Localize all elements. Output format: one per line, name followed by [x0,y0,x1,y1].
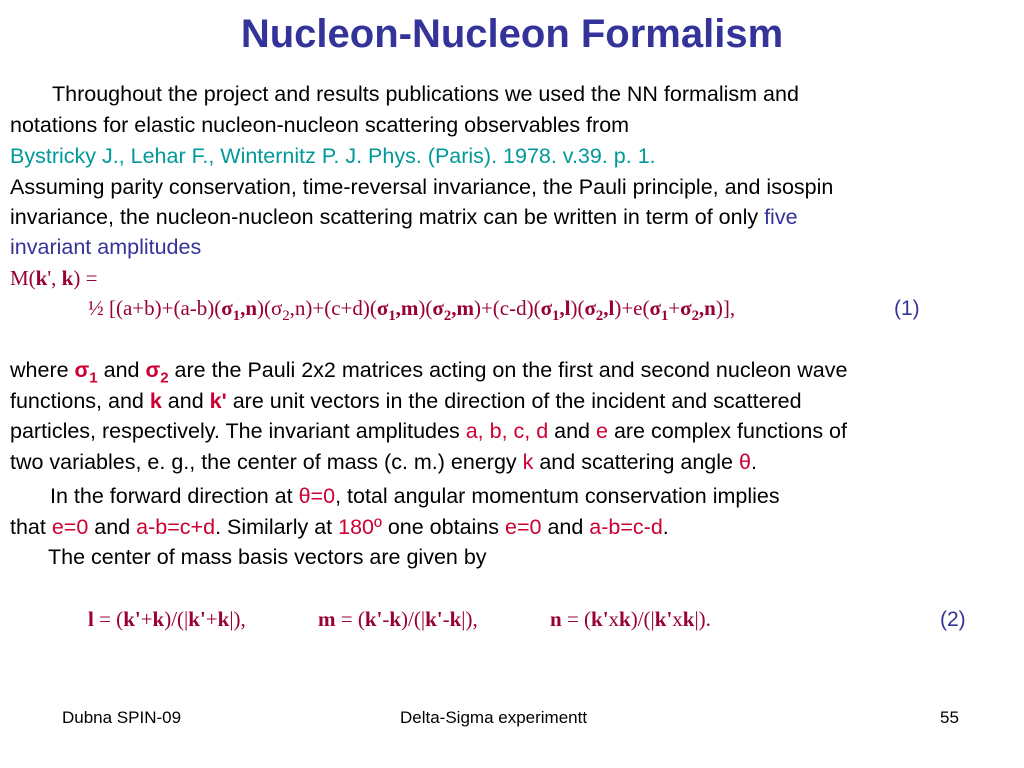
invariant-amplitudes-text: invariant amplitudes [10,235,202,259]
slide-title: Nucleon-Nucleon Formalism [240,12,784,56]
forward-line-1: In the forward direction at θ=0, total angular momentum conservation implies [50,484,780,508]
n-vector-definition: n = (k'xk)/(|k'xk|). [550,607,711,631]
k-prime-vector: k' [209,389,227,413]
sigma1-symbol: $\sigma_1$ [74,358,98,387]
m-vector-definition: m = (k'-k)/(|k'-k|), [318,607,478,631]
forward-line-2: that e=0 and a-b=c+d. Similarly at 180º one obtains e=0 and a-b=c-d. [10,515,669,539]
theta-zero: θ=0 [298,484,336,508]
pauli-line-4: two variables, e. g., the center of mass (c. m.) energy k and scattering angle θ. [10,450,757,474]
amplitude-e: e [596,419,608,443]
five-highlight: five [764,205,798,229]
energy-k: k [522,450,534,474]
k-vector: k [149,389,162,413]
pauli-line-1: where $\sigma_1$ and $\sigma_2$ are the Pauli 2x2 matrices acting on the first and second nucleon wave [10,358,848,387]
l-vector-definition: l = (k'+k)/(|k'+k|), [88,607,246,631]
pauli-line-2: functions, and k and k' are unit vectors in the direction of the incident and scattered [10,389,802,413]
basis-vectors-intro: The center of mass basis vectors are given by [48,545,487,569]
footer-title: Delta-Sigma experimentt [400,708,588,727]
equation-1-lhs: M(k', k) = [10,266,98,290]
angle-theta: θ [738,450,751,474]
amplitudes-abcd: a, b, c, d [465,419,549,443]
page-number: 55 [940,708,959,727]
equation-2-number: (2) [940,608,966,631]
intro-line-2: notations for elastic nucleon-nucleon scattering observables from [10,113,630,137]
equation-1-number: (1) [894,297,920,320]
intro-line-1: Throughout the project and results publications we used the NN formalism and [52,82,799,106]
reference-citation: Bystricky J., Lehar F., Winternitz P. J. Phys. (Paris). 1978. v.39. p. 1. [10,144,656,168]
pauli-line-3: particles, respectively. The invariant amplitudes a, b, c, d and e are complex functions of [10,419,847,443]
assumption-line-1: Assuming parity conservation, time-reversal invariance, the Pauli principle, and isospin [10,175,834,199]
assumption-line-2-text: invariance, the nucleon-nucleon scattering matrix can be written in term of only [10,205,765,229]
footer-conference: Dubna SPIN-09 [62,708,182,727]
sigma2-symbol: $\sigma_2$ [145,358,169,387]
assumption-line-2 [10,207,798,229]
equation-1-rhs: ½ $[(a+b)+(a-b)(\sigma_1,n)(\sigma_2,n)+(c+d)(\sigma_1,m)(\sigma_2,m)+(c-d)(\sigma_1,l)(\sigma_2,l)+e(\sigma_1+\sigma_2,n)]$, [88,296,736,325]
